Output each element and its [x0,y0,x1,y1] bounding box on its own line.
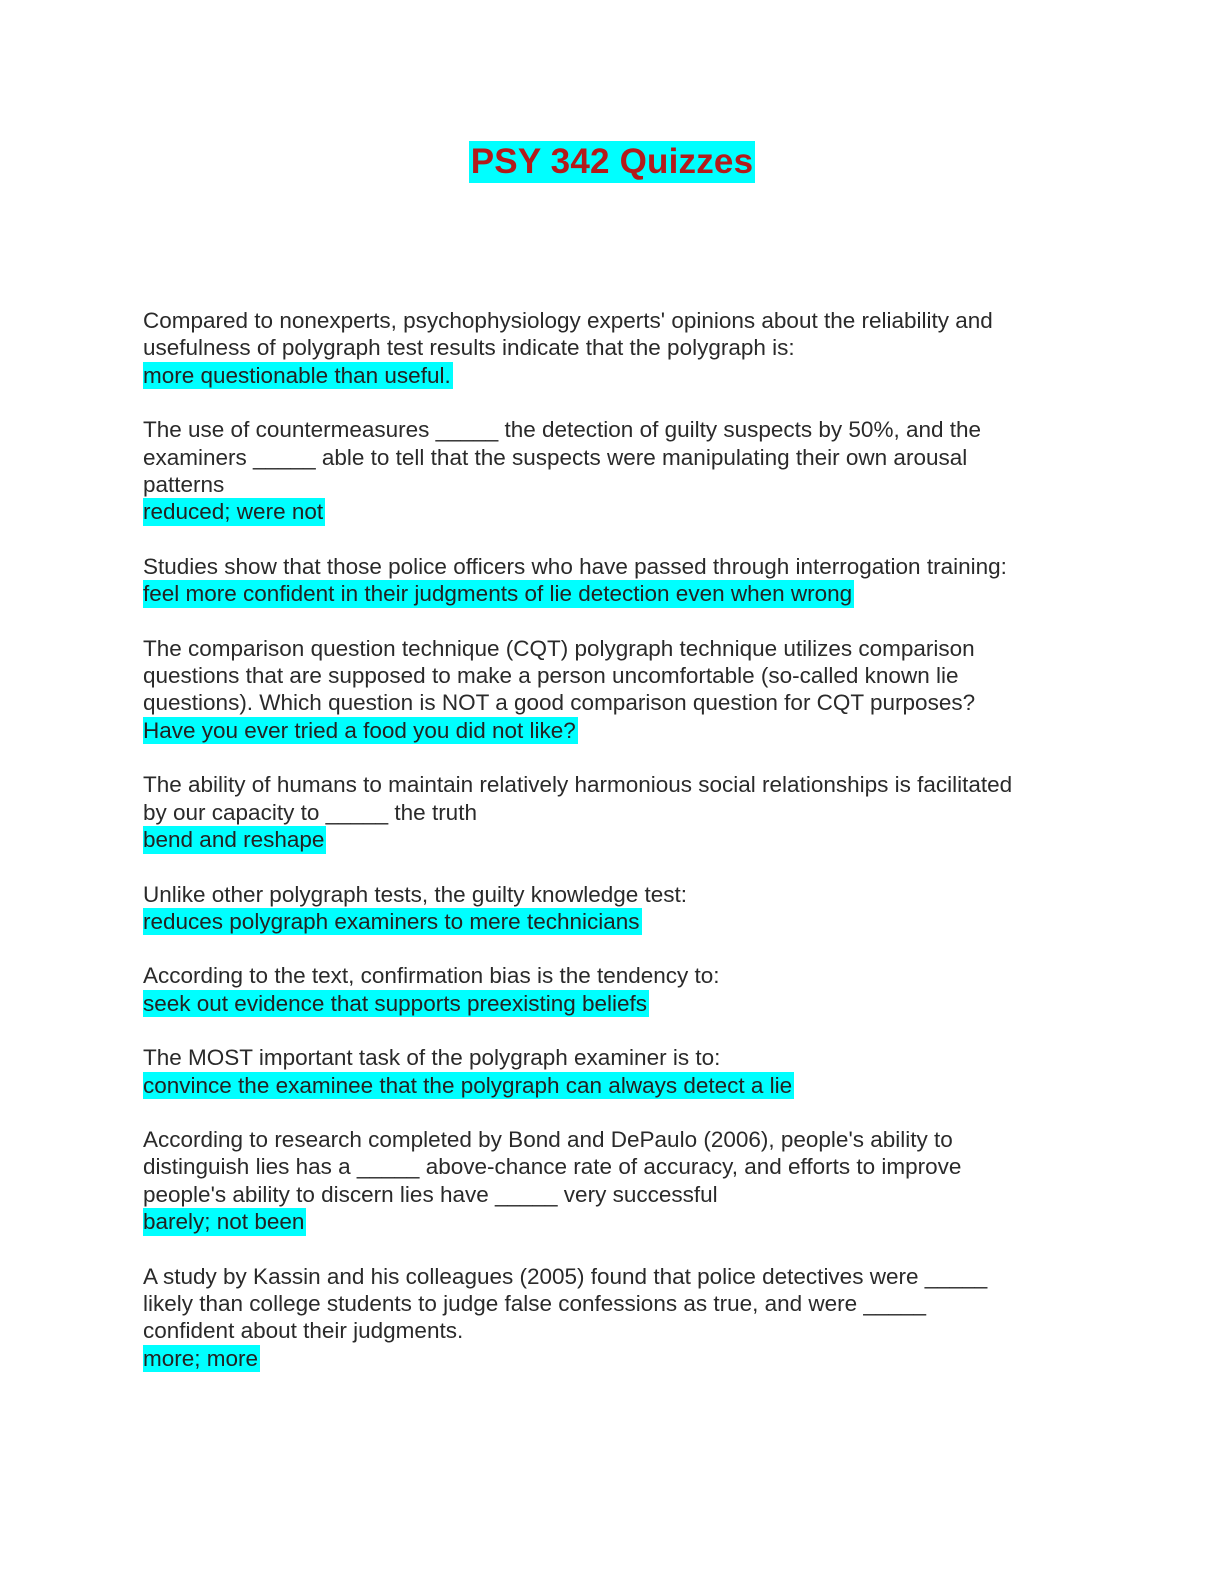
page-title: PSY 342 Quizzes [470,142,754,181]
question-text: The use of countermeasures _____ the detection of guilty suspects by 50%, and the examiners _____ able to tell that the suspects were manipulating their own arousal patterns [143,417,982,498]
question-text: The comparison question technique (CQT) polygraph technique utilizes comparison questions that are supposed to make a person uncomfortable (so-called known lie questions). Which question is NOT a good comparison question for CQT purposes? [143,635,976,716]
qa-item [143,416,1083,526]
qa-item [143,1044,1083,1099]
question-text: The ability of humans to maintain relatively harmonious social relationships is facilitated by our capacity to _____ the truth [143,772,1013,825]
answer-highlight: barely; not been [143,1209,305,1235]
question-text: Compared to nonexperts, psychophysiology experts' opinions about the reliability and usefulness of polygraph test results indicate that the polygraph is: [143,308,993,361]
qa-item [143,1263,1083,1373]
question-text: According to research completed by Bond and DePaulo (2006), people's ability to distinguish lies has a _____ above-chance rate of accuracy, and efforts to improve people's ability to discern lies have _____ very successful [143,1126,962,1207]
question-text: Studies show that those police officers who have passed through interrogation training: [143,553,1007,579]
qa-list [143,307,1083,1399]
answer-highlight: feel more confident in their judgments of lie detection even when wrong [143,581,853,607]
answer-highlight: reduced; were not [143,499,324,525]
answer-highlight: convince the examinee that the polygraph can always detect a lie [143,1072,793,1098]
answer-highlight: reduces polygraph examiners to mere technicians [143,908,640,934]
qa-item [143,962,1083,1017]
title-container [0,141,1224,183]
qa-item [143,771,1083,853]
qa-item [143,635,1083,745]
answer-highlight: more questionable than useful. [143,362,451,388]
qa-item [143,553,1083,608]
question-text: According to the text, confirmation bias is the tendency to: [143,963,720,989]
question-text: Unlike other polygraph tests, the guilty knowledge test: [143,881,688,907]
qa-item [143,881,1083,936]
answer-highlight: more; more [143,1345,259,1371]
answer-highlight: seek out evidence that supports preexisting beliefs [143,990,648,1016]
qa-item [143,1126,1083,1236]
answer-highlight: bend and reshape [143,827,325,853]
question-text: The MOST important task of the polygraph examiner is to: [143,1045,721,1071]
question-text: A study by Kassin and his colleagues (2005) found that police detectives were _____ likely than college students to judge false confessions as true, and were _____ confident about their judgments. [143,1263,988,1344]
answer-highlight: Have you ever tried a food you did not like? [143,717,576,743]
qa-item [143,307,1083,389]
